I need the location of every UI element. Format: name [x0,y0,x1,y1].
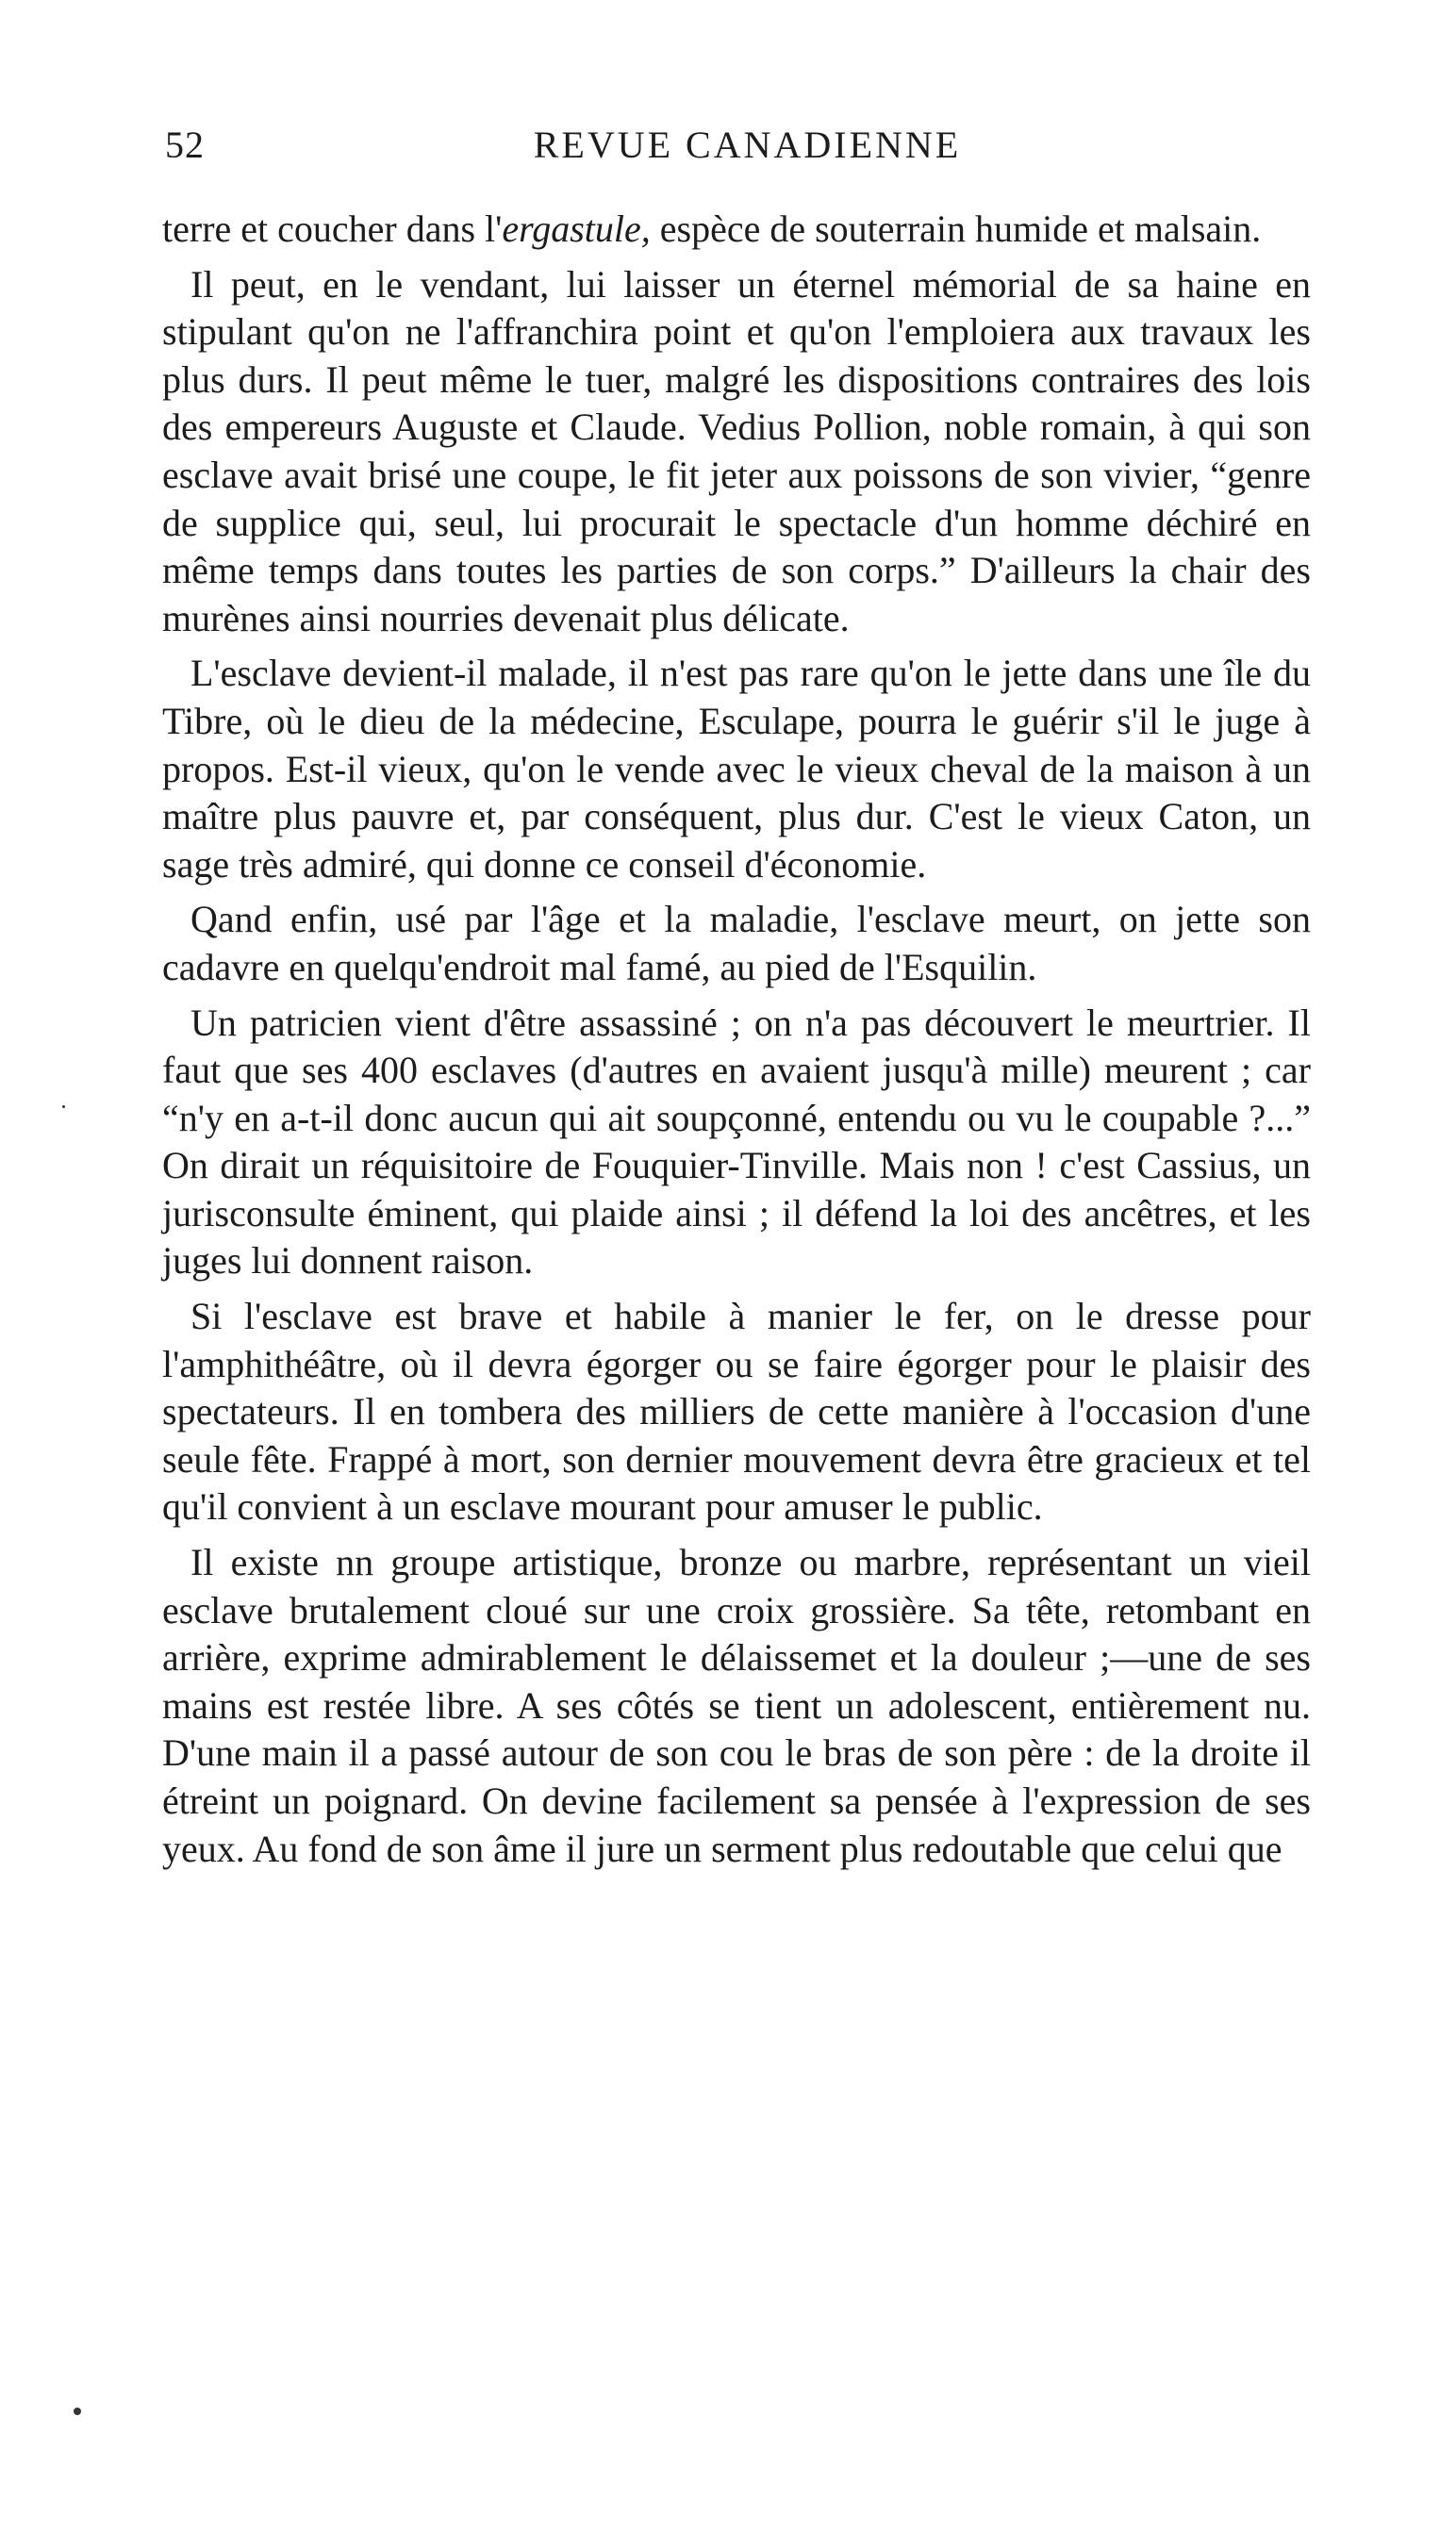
paragraph [162,206,1311,254]
paragraph [162,1539,1311,1873]
paragraph-text: Qand enfin, usé par l'âge et la maladie, l'esclave meurt, on jette son cadavre en quelqu'endroit mal famé, au pied de l'Esquilin. [162,898,1311,988]
paragraph-text: Si l'esclave est brave et habile à manier le fer, on le dresse pour l'amphithéâtre, où il devra égorger ou se faire égorger pour le plaisir des spectateurs. Il en tombera des milliers de cette manière à l'occasion d'une seule fête. Frappé à mort, son dernier mouvement devra être gracieux et tel qu'il convient à un esclave mourant pour amuser le public. [162,1295,1311,1529]
margin-speck [62,1105,65,1108]
paragraph-text: Il peut, en le vendant, lui laisser un éternel mémorial de sa haine en stipulant qu'on ne l'affranchira point et qu'on l'emploiera aux travaux les plus durs. Il peut même le tuer, malgré les dispositions contraires des lois des empereurs Auguste et Claude. Vedius Pollion, noble romain, à qui son esclave avait brisé une coupe, le fit jeter aux poissons de son vivier, “genre de supplice qui, seul, lui procurait le spectacle d'un homme déchiré en même temps dans toutes les parties de son corps.” D'ailleurs la chair des murènes ainsi nourries devenait plus délicate. [162,262,1311,639]
paragraph-text: Il existe nn groupe artistique, bronze ou marbre, représentant un vieil esclave brutalement cloué sur une croix grossière. Sa tête, retombant en arrière, exprime admirablement le délaissemet et la douleur ;—une de ses mains est restée libre. A ses côtés se tient un adolescent, entièrement nu. D'une main il a passé autour de son cou le bras de son père : de la droite il étreint un poignard. On devine facilement sa pensée à l'expression de ses yeux. Au fond de son âme il jure un serment plus redoutable que celui que [162,1541,1311,1870]
paragraph [162,261,1311,643]
paragraph-text: espèce de souterrain humide et malsain. [650,207,1262,250]
paragraph [162,1000,1311,1286]
italic-term: ergastule, [502,207,651,250]
paragraph [162,650,1311,888]
body-text [162,206,1311,1880]
running-title: REVUE CANADIENNE [533,124,962,166]
margin-speck [74,2408,81,2415]
paragraph-text: terre et coucher dans l' [162,207,503,250]
paragraph [162,1293,1311,1531]
paragraph [162,896,1311,991]
paragraph-text: L'esclave devient-il malade, il n'est pas rare qu'on le jette dans une île du Tibre, où le dieu de la médecine, Esculape, pourra le guérir s'il le juge à propos. Est-il vieux, qu'on le vende avec le vieux cheval de la maison à un maître plus pauvre et, par conséquent, plus dur. C'est le vieux Caton, un sage très admiré, qui donne ce conseil d'économie. [162,652,1311,886]
paragraph-text: Un patricien vient d'être assassiné ; on n'a pas découvert le meurtrier. Il faut que ses 400 esclaves (d'autres en avaient jusqu'à mille) meurent ; car “n'y en a-t-il donc aucun qui ait soupçonné, entendu ou vu le coupable ?...” On dirait un réquisitoire de Fouquier-Tinville. Mais non ! c'est Cassius, un jurisconsulte éminent, qui plaide ainsi ; il défend la loi des ancêtres, et les juges lui donnent raison. [162,1001,1311,1283]
page-header [165,123,1311,179]
page-number: 52 [165,124,205,166]
